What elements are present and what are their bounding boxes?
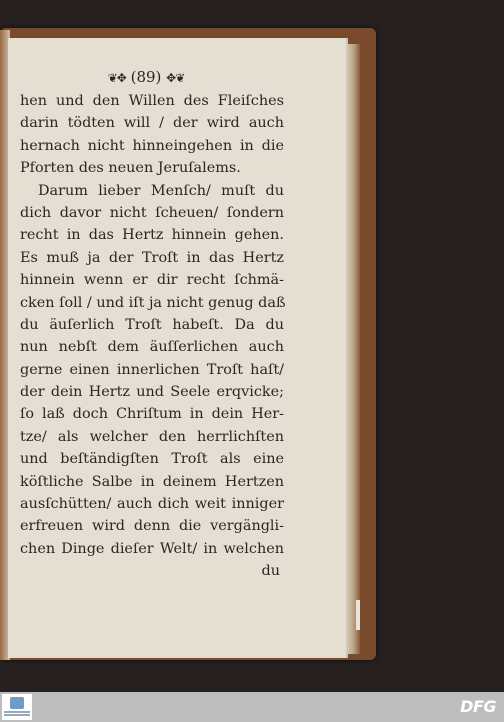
text-line: nun nebſt dem äuſſerlichen auch <box>20 339 284 356</box>
text-line: recht in das Hertz hinnein gehen. <box>20 227 284 244</box>
library-logo-icon <box>10 697 24 709</box>
text-line: gerne einen innerlichen Troſt haſt/ <box>20 361 284 378</box>
library-logo-wordmark <box>4 711 30 717</box>
dfg-logo[interactable]: DFG <box>460 697 496 716</box>
text-line: hinnein wenn er dir recht ſchmä- <box>20 272 284 289</box>
text-line: erfreuen wird denn die vergängli- <box>20 518 284 535</box>
text-line: chen Dinge dieſer Welt/ in welchen <box>20 540 284 557</box>
text-line: tze/ als welcher den herrlichſten <box>20 428 284 445</box>
bookmark-ribbon <box>356 600 360 630</box>
text-line: ausſchütten/ auch dich weit inniger <box>20 496 284 513</box>
ornament-left-icon: ❦✥ <box>107 71 126 85</box>
text-line: der dein Hertz und Seele erqvicke; <box>20 384 284 401</box>
text-line: und beſtändigſten Troſt als eine <box>20 451 284 468</box>
page-number: (89) <box>130 68 162 86</box>
text-line: ſo laß doch Chriſtum in dein Her- <box>20 406 284 423</box>
page-body <box>20 90 284 583</box>
viewer-footer-bar <box>0 692 504 722</box>
page-edges <box>346 44 360 654</box>
text-line: Darum lieber Menſch/ muſt du <box>38 182 284 199</box>
text-line: du äuſerlich Troſt habeſt. Da du <box>20 316 284 333</box>
page-header <box>86 68 206 90</box>
text-line: köſtliche Salbe in deinem Hertzen <box>20 473 284 490</box>
text-line: hernach nicht hinneingehen in die <box>20 137 284 154</box>
text-line: cken ſoll / und iſt ja nicht genug daß <box>20 294 286 311</box>
text-line: hen und den Willen des Fleiſches <box>20 93 284 109</box>
text-line: darin tödten will / der wird auch <box>20 115 284 132</box>
text-line: Es muß ja der Troſt in das Hertz <box>20 249 284 266</box>
text-line: Pforten des neuen Jeruſalems. <box>20 160 241 177</box>
ornament-right-icon: ✥❦ <box>166 71 185 85</box>
text-line: dich davor nicht ſcheuen/ ſondern <box>20 204 284 221</box>
catchword: du <box>261 563 280 580</box>
